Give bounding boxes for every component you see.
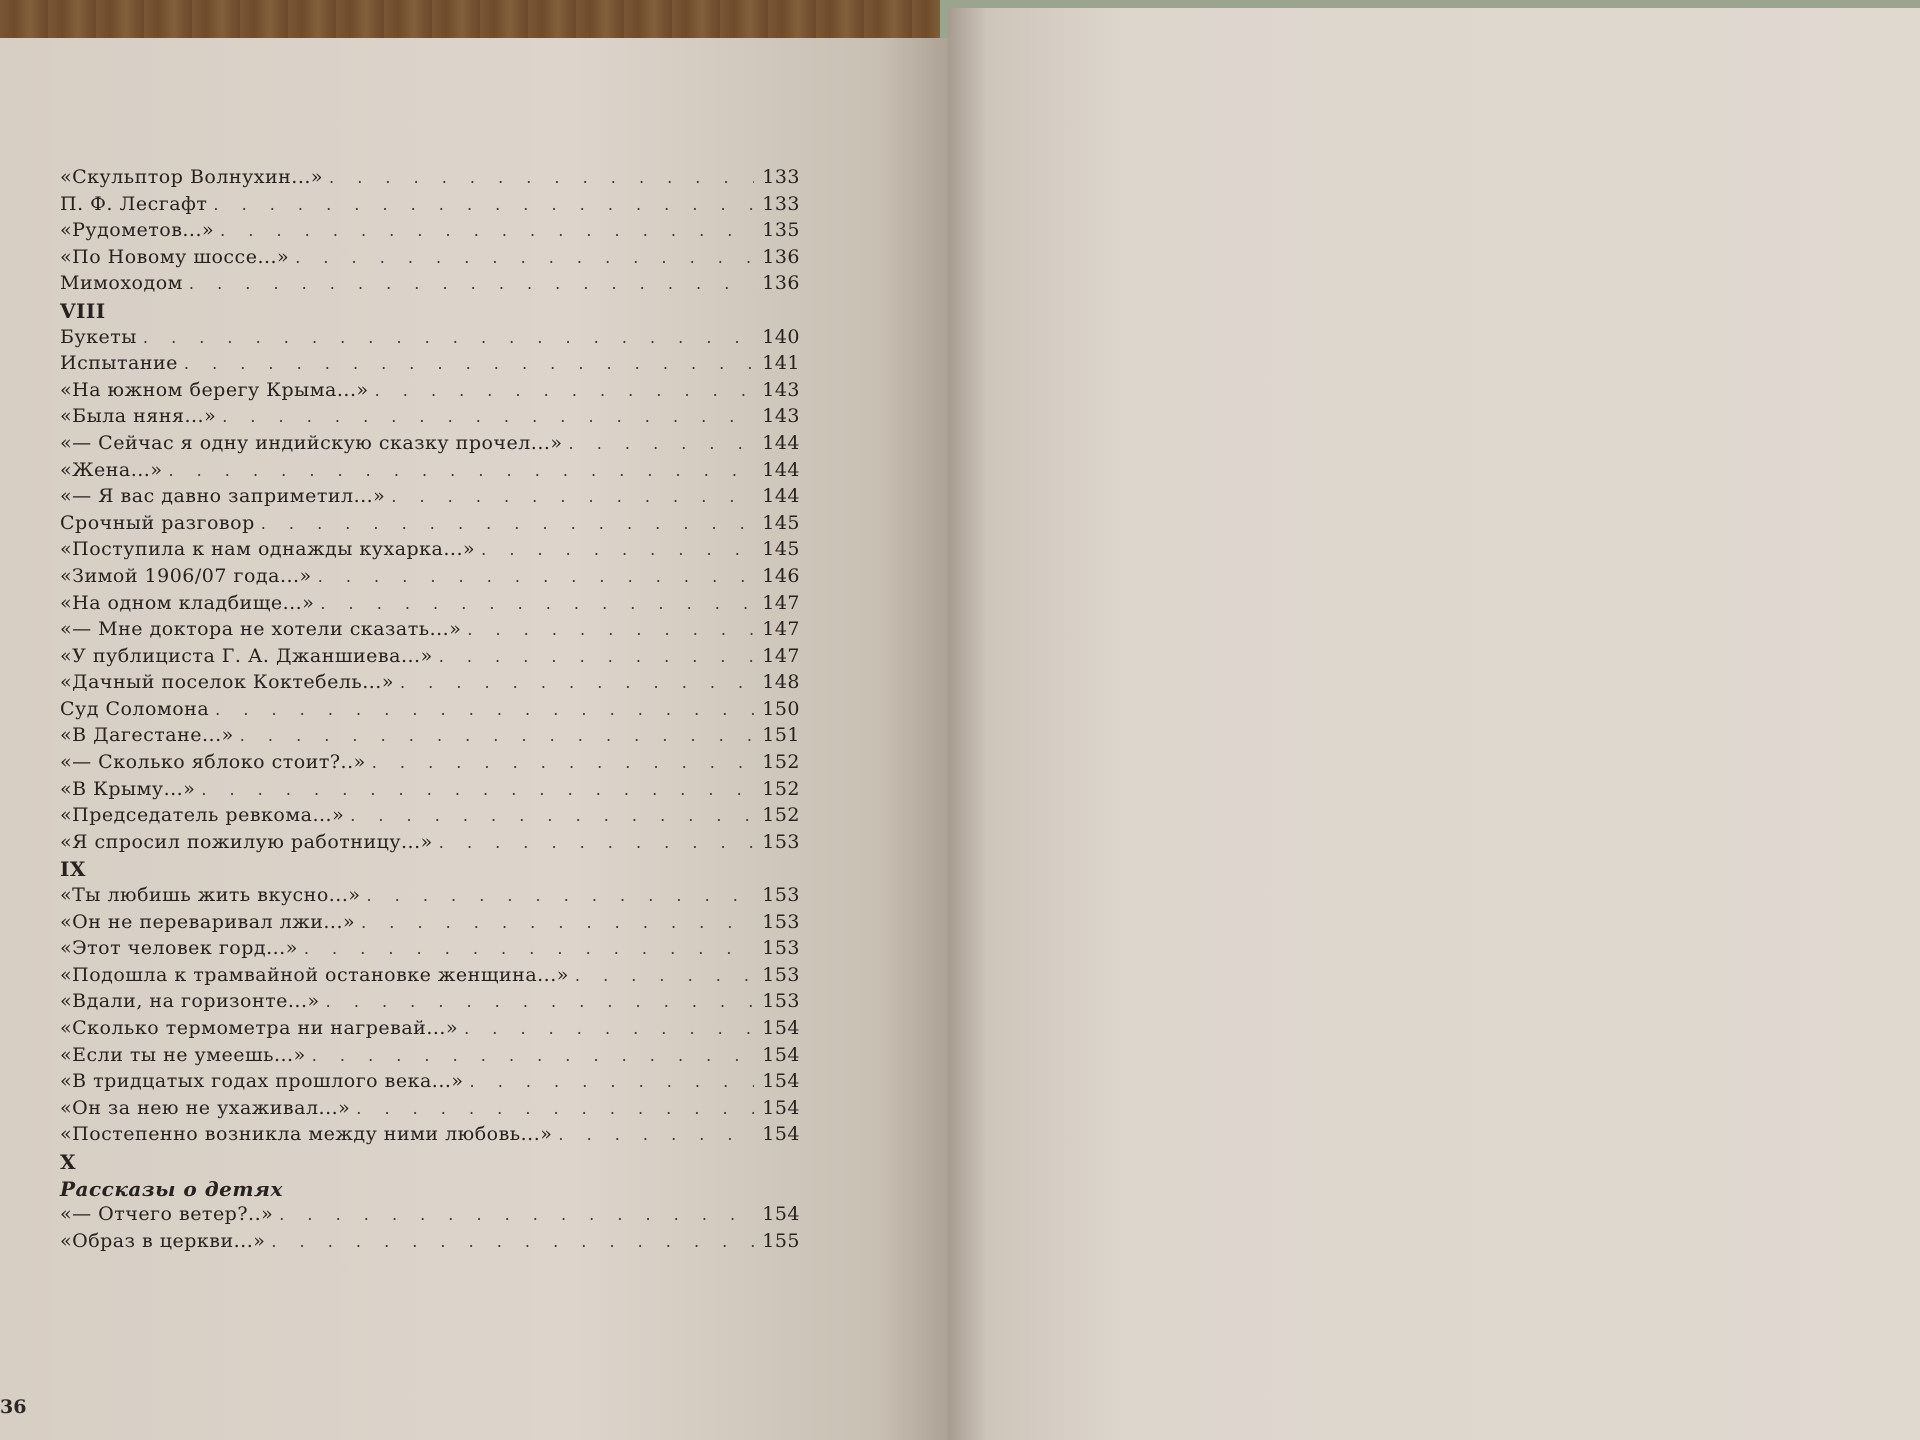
- toc-entry: [60, 193, 800, 220]
- toc-entry-page-number: 133: [762, 166, 800, 188]
- toc-entry-title: «— Сейчас я одну индийскую сказку прочел...»: [60, 431, 563, 454]
- toc-entry-title: «Жена...»: [60, 458, 163, 481]
- toc-entry-title: «Рудометов...»: [60, 219, 215, 242]
- toc-entry-page-number: 155: [762, 1229, 800, 1252]
- dot-leader: [168, 461, 754, 480]
- dot-leader: [184, 354, 754, 373]
- toc-entry-title: «Вдали, на горизонте...»: [60, 990, 320, 1013]
- toc-entry: [60, 804, 800, 831]
- toc-entry-page-number: 154: [762, 1070, 800, 1093]
- toc-entry-page-number: 153: [762, 910, 800, 933]
- dot-leader: [240, 726, 754, 745]
- toc-entry-page-number: 135: [762, 219, 800, 242]
- dot-leader: [464, 1019, 754, 1038]
- dot-leader: [356, 1099, 754, 1118]
- section-subtitle: [60, 1177, 800, 1204]
- toc-entry-title: «Скульптор Волнухин...»: [60, 166, 324, 188]
- dot-leader: [470, 1072, 754, 1091]
- toc-entry: [60, 246, 800, 273]
- dot-leader: [189, 274, 754, 293]
- dot-leader: [575, 966, 754, 985]
- toc-entry: [60, 1097, 800, 1124]
- toc-entry-page-number: 147: [762, 644, 800, 667]
- toc-entry-page-number: 152: [762, 777, 800, 800]
- dot-leader: [372, 753, 754, 772]
- toc-entry-page-number: 144: [762, 485, 800, 508]
- toc-entry-title: «Он не переваривал лжи...»: [60, 910, 356, 933]
- toc-entry: [60, 405, 800, 432]
- toc-entry: [60, 618, 800, 645]
- dot-leader: [391, 487, 754, 506]
- toc-entry: [60, 751, 800, 778]
- toc-entry: [60, 538, 800, 565]
- left-page: [0, 38, 955, 1440]
- toc-entry-page-number: 146: [762, 564, 800, 587]
- toc-entry-title: «Постепенно возникла между ними любовь...»: [60, 1123, 553, 1146]
- toc-entry: [60, 990, 800, 1017]
- dot-leader: [312, 1046, 754, 1065]
- toc-entry-page-number: 154: [762, 1043, 800, 1066]
- toc-entry: [60, 1230, 800, 1257]
- toc-entry-page-number: 143: [762, 378, 800, 401]
- toc-entry-page-number: 153: [762, 990, 800, 1013]
- toc-entry-page-number: 152: [762, 751, 800, 774]
- toc-entry: [60, 1044, 800, 1071]
- toc-entry-title: «На южном берегу Крыма...»: [60, 378, 369, 401]
- toc-entry: [60, 326, 800, 353]
- toc-entry-title: «В Дагестане...»: [60, 724, 234, 747]
- toc-entry-title: «Зимой 1906/07 года...»: [60, 564, 312, 587]
- toc-entry: [60, 592, 800, 619]
- dot-leader: [215, 700, 754, 719]
- dot-leader: [222, 407, 754, 426]
- toc-entry: [60, 937, 800, 964]
- section-heading: [60, 857, 800, 884]
- toc-entry-title: «Сколько термометра ни нагревай...»: [60, 1017, 459, 1039]
- toc-entry-page-number: 154: [762, 1096, 800, 1119]
- toc-entry: [60, 565, 800, 592]
- toc-entry-title: «— Мне доктора не хотели сказать...»: [60, 618, 462, 641]
- toc-entry-page-number: 154: [762, 1123, 800, 1146]
- right-page: [948, 8, 1920, 1440]
- toc-entry: [60, 272, 800, 299]
- toc-entry-title: «Он за нею не ухаживал...»: [60, 1096, 351, 1119]
- toc-entry: [60, 379, 800, 406]
- toc-entry-title: «Если ты не умеешь...»: [60, 1043, 306, 1066]
- dot-leader: [400, 673, 754, 692]
- toc-entry: [60, 724, 800, 751]
- dot-leader: [558, 1125, 754, 1144]
- toc-entry: [60, 1203, 800, 1230]
- toc-entry-page-number: 153: [762, 830, 800, 853]
- toc-entry-title: «На одном кладбище...»: [60, 591, 315, 614]
- toc-entry: [60, 671, 800, 698]
- section-heading-text: VIII: [60, 298, 106, 323]
- toc-entry-page-number: 140: [762, 325, 800, 348]
- toc-entry: [60, 831, 800, 858]
- toc-entry-page-number: 141: [762, 352, 800, 375]
- toc-entry-title: «Я спросил пожилую работницу...»: [60, 830, 433, 853]
- dot-leader: [367, 886, 755, 905]
- toc-entry-title: «— Отчего ветер?..»: [60, 1203, 274, 1226]
- toc-entry-page-number: 136: [762, 272, 800, 295]
- toc-entry-page-number: 153: [762, 937, 800, 960]
- dot-leader: [569, 434, 754, 453]
- toc-entry: [60, 1070, 800, 1097]
- dot-leader: [320, 594, 754, 613]
- dot-leader: [361, 913, 754, 932]
- dot-leader: [439, 647, 754, 666]
- toc-entry-page-number: 147: [762, 591, 800, 614]
- dot-leader: [467, 620, 754, 639]
- dot-leader: [261, 514, 754, 533]
- dot-leader: [439, 833, 754, 852]
- toc-entry: [60, 964, 800, 991]
- toc-entry-title: Срочный разговор: [60, 511, 255, 534]
- toc-entry-page-number: 136: [762, 245, 800, 268]
- toc-entry-title: Испытание: [60, 352, 178, 375]
- toc-entry-title: «Поступила к нам однажды кухарка...»: [60, 538, 476, 561]
- toc-entry: [60, 1123, 800, 1150]
- toc-entry-page-number: 151: [762, 724, 800, 747]
- section-subtitle-text: Рассказы о детях: [60, 1176, 283, 1201]
- toc-entry-title: Мимоходом: [60, 272, 183, 295]
- toc-entry-title: «Была няня...»: [60, 405, 217, 428]
- dot-leader: [271, 1232, 754, 1251]
- toc-entry-page-number: 150: [762, 697, 800, 720]
- toc-entry-page-number: 147: [762, 618, 800, 641]
- dot-leader: [375, 381, 754, 400]
- section-heading-text: IX: [60, 857, 86, 882]
- toc-entry: [60, 166, 800, 193]
- toc-entry: [60, 512, 800, 539]
- toc-entry-title: «Этот человек горд...»: [60, 937, 298, 960]
- toc-entry-page-number: 144: [762, 458, 800, 481]
- toc-entry-title: «— Сколько яблоко стоит?..»: [60, 751, 366, 774]
- toc-entry-title: «Председатель ревкома...»: [60, 804, 345, 827]
- toc-entry: [60, 911, 800, 938]
- toc-entry-title: «У публициста Г. А. Джаншиева...»: [60, 644, 433, 667]
- toc-entry-page-number: 143: [762, 405, 800, 428]
- dot-leader: [279, 1205, 754, 1224]
- section-heading-text: X: [60, 1149, 77, 1174]
- toc-entry-title: «— Я вас давно заприметил...»: [60, 485, 386, 508]
- section-heading: [60, 1150, 800, 1177]
- toc-entry-page-number: 154: [762, 1017, 800, 1039]
- dot-leader: [213, 195, 754, 214]
- toc-entry-title: «В тридцатых годах прошлого века...»: [60, 1070, 464, 1093]
- toc-entry-title: «По Новому шоссе...»: [60, 245, 290, 268]
- dot-leader: [350, 806, 754, 825]
- toc-entry-page-number: 145: [762, 538, 800, 561]
- toc-entry: [60, 485, 800, 512]
- dot-leader: [329, 168, 754, 187]
- toc-entry-page-number: 152: [762, 804, 800, 827]
- toc-entry: [60, 459, 800, 486]
- toc-entry: [60, 698, 800, 725]
- toc-entry: [60, 645, 800, 672]
- toc-entry-title: «Ты любишь жить вкусно...»: [60, 884, 361, 907]
- toc-entry-page-number: 153: [762, 884, 800, 907]
- toc-entry: [60, 432, 800, 459]
- toc-entry-page-number: 153: [762, 963, 800, 986]
- dot-leader: [481, 540, 754, 559]
- toc-entry-title: «Подошла к трамвайной остановке женщина...»: [60, 963, 569, 986]
- toc-entry-page-number: 154: [762, 1203, 800, 1226]
- toc-entry-page-number: 144: [762, 431, 800, 454]
- dot-leader: [143, 328, 754, 347]
- toc-entry: [60, 219, 800, 246]
- toc-entry-title: Букеты: [60, 325, 137, 348]
- dot-leader: [326, 992, 754, 1011]
- toc-entry: [60, 1017, 800, 1044]
- dot-leader: [220, 221, 754, 240]
- toc-entry-title: «Образ в церкви...»: [60, 1229, 266, 1252]
- toc-entry: [60, 352, 800, 379]
- section-heading: [60, 299, 800, 326]
- left-contents-list: [60, 166, 800, 1256]
- toc-entry-page-number: 133: [762, 192, 800, 215]
- left-page-number: 36: [0, 1396, 27, 1418]
- toc-entry-title: Суд Соломона: [60, 697, 210, 720]
- dot-leader: [304, 939, 754, 958]
- toc-entry-page-number: 148: [762, 671, 800, 694]
- toc-entry-page-number: 145: [762, 511, 800, 534]
- dot-leader: [295, 248, 754, 267]
- toc-entry: [60, 778, 800, 805]
- toc-entry-title: «Дачный поселок Коктебель...»: [60, 671, 394, 694]
- dot-leader: [201, 780, 754, 799]
- dot-leader: [318, 567, 754, 586]
- toc-entry-title: «В Крыму...»: [60, 777, 196, 800]
- toc-entry-title: П. Ф. Лесгафт: [60, 192, 208, 215]
- toc-entry: [60, 884, 800, 911]
